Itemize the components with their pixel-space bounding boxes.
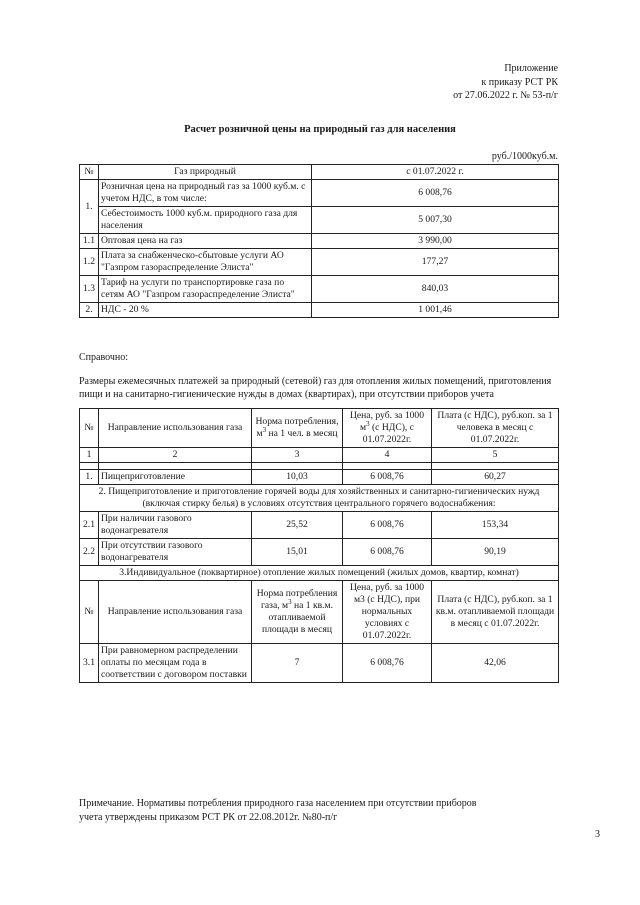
order-reference: к приказу РСТ РК <box>481 76 558 88</box>
document-title: Расчет розничной цены на природный газ для населения <box>184 124 456 135</box>
header-fee: Плата (с НДС), руб.коп. за 1 кв.м. отапливаемой площади в месяц с 01.07.2022г. <box>432 581 559 644</box>
table-row <box>80 249 559 276</box>
row-value: 3 990,00 <box>312 234 559 249</box>
header-price: Цена, руб. за 1000 $м^3$ (с НДС), с 01.07.2022г. <box>343 409 432 448</box>
row-name: Тариф на услуги по транспортировке газа по сетям АО "Газпром газораспределение Элиста" <box>99 276 312 303</box>
appendix-header <box>453 62 558 103</box>
table-row <box>80 276 559 303</box>
header-fee: Плата (с НДС), руб.коп. за 1 человека в месяц с 01.07.2022г. <box>432 409 559 448</box>
column-number: 1 <box>80 448 99 463</box>
row-value: 1 001,46 <box>312 303 559 318</box>
column-number: 3 <box>252 448 343 463</box>
row-name: При равномерном распределении оплаты по месяцам года в соответствии с договором поставки <box>99 644 252 683</box>
row-name: Пищеприготовление <box>99 470 252 485</box>
table-row <box>80 180 559 207</box>
table-row <box>80 470 559 485</box>
row-fee: 153,34 <box>432 512 559 539</box>
row-name: Розничная цена на природный газ за 1000 куб.м. с учетом НДС, в том числе: <box>99 180 312 207</box>
row-value: 5 007,30 <box>312 207 559 234</box>
section-row <box>80 566 559 581</box>
footnote-line: Примечание. Нормативы потребления природного газа населением при отсутствии приборов <box>79 798 477 809</box>
header-norm: Норма потребления газа, $м^3$ на 1 кв.м. отапливаемой площади в месяц <box>252 581 343 644</box>
header-num: № <box>80 165 99 180</box>
page-number: 3 <box>595 829 600 840</box>
table-row <box>80 234 559 249</box>
row-name: Плата за снабженческо-сбытовые услуги АО "Газпром газораспределение Элиста" <box>99 249 312 276</box>
reference-text: Размеры ежемесячных платежей за природный (сетевой) газ для отопления жилых помещений, приготовления пищи и на санитарно-гигиенические нужды в домах (квартирах), при отсутствии приборов учета <box>79 375 552 400</box>
table-header-row <box>80 409 559 448</box>
table-header-row <box>80 581 559 644</box>
row-fee: 90,19 <box>432 539 559 566</box>
header-norm: Норма потребления, $м^3$ на 1 чел. в месяц <box>252 409 343 448</box>
header-direction: Направление использования газа <box>99 581 252 644</box>
row-num: 1.3 <box>80 276 99 303</box>
column-number: 5 <box>432 448 559 463</box>
table-row <box>80 539 559 566</box>
row-name: Оптовая цена на газ <box>99 234 312 249</box>
footnote-line: учета утверждены приказом РСТ РК от 22.08.2012г. №80-п/г <box>79 812 338 823</box>
row-norm: 10,03 <box>252 470 343 485</box>
unit-label: руб./1000куб.м. <box>491 151 558 162</box>
retail-price-table <box>79 164 559 318</box>
row-value: 840,03 <box>312 276 559 303</box>
footnote <box>79 797 559 825</box>
row-fee: 42,06 <box>432 644 559 683</box>
order-date: от 27.06.2022 г. № 53-п/г <box>453 90 558 101</box>
row-num: 1. <box>80 470 99 485</box>
monthly-payments-table <box>79 408 559 683</box>
header-gas: Газ природный <box>99 165 312 180</box>
row-norm: 15,01 <box>252 539 343 566</box>
row-name: НДС - 20 % <box>99 303 312 318</box>
row-price: 6 008,76 <box>343 512 432 539</box>
table-row <box>80 644 559 683</box>
table-row <box>80 303 559 318</box>
header-date: с 01.07.2022 г. <box>312 165 559 180</box>
reference-block <box>79 351 559 402</box>
row-name: При отсутствии газового водонагревателя <box>99 539 252 566</box>
column-number: 4 <box>343 448 432 463</box>
row-fee: 60,27 <box>432 470 559 485</box>
row-num: 2.1 <box>80 512 99 539</box>
section-row <box>80 485 559 512</box>
appendix-label: Приложение <box>504 63 558 74</box>
row-price: 6 008,76 <box>343 539 432 566</box>
header-num: № <box>80 581 99 644</box>
table-row <box>80 512 559 539</box>
row-price: 6 008,76 <box>343 644 432 683</box>
row-value: 6 008,76 <box>312 180 559 207</box>
row-norm: 25,52 <box>252 512 343 539</box>
header-direction: Направление использования газа <box>99 409 252 448</box>
row-num: 1. <box>80 180 99 234</box>
header-price: Цена, руб. за 1000 м3 (с НДС), при нормальных условиях с 01.07.2022г. <box>343 581 432 644</box>
row-num: 2.2 <box>80 539 99 566</box>
row-num: 3.1 <box>80 644 99 683</box>
section-3-title: 3.Индивидуальное (поквартирное) отопление жилых помещений (жилых домов, квартир, комнат) <box>80 566 559 581</box>
row-value: 177,27 <box>312 249 559 276</box>
column-number-row <box>80 448 559 463</box>
table-header-row <box>80 165 559 180</box>
column-number: 2 <box>99 448 252 463</box>
row-num: 1.2 <box>80 249 99 276</box>
header-num: № <box>80 409 99 448</box>
table-row <box>80 207 559 234</box>
row-name: Себестоимость 1000 куб.м. природного газа для населения <box>99 207 312 234</box>
row-norm: 7 <box>252 644 343 683</box>
row-name: При наличии газового водонагревателя <box>99 512 252 539</box>
row-num: 2. <box>80 303 99 318</box>
section-2-title: 2. Пищеприготовление и приготовление горячей воды для хозяйственных и санитарно-гигиенических нужд (включая стирку белья) в условиях отсутствия центрального горячего водоснабжения: <box>80 485 559 512</box>
row-num: 1.1 <box>80 234 99 249</box>
row-price: 6 008,76 <box>343 470 432 485</box>
reference-label: Справочно: <box>79 352 129 363</box>
spacer-row <box>80 463 559 470</box>
